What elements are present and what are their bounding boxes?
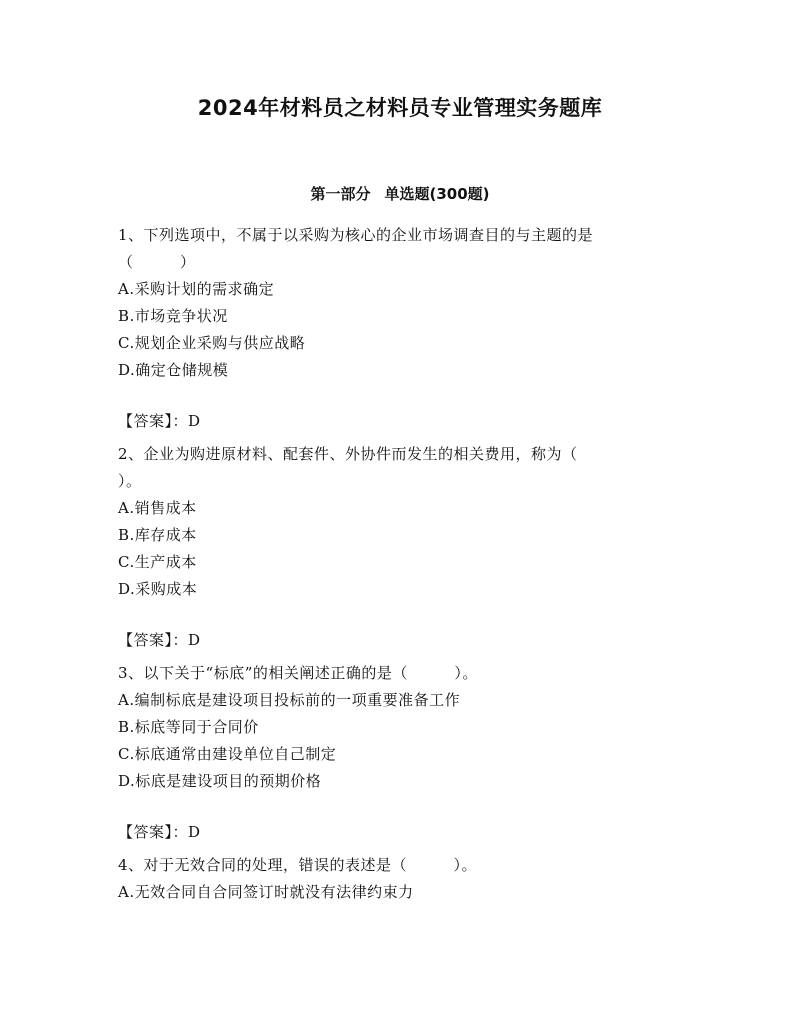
option-list bbox=[118, 276, 678, 384]
option-c: C.生产成本 bbox=[118, 553, 197, 571]
question-1 bbox=[118, 222, 678, 435]
question-stem-line: 2、企业为购进原材料、配套件、外协件而发生的相关费用，称为（ bbox=[118, 445, 578, 463]
document-title: 2024年材料员之材料员专业管理实务题库 bbox=[197, 96, 603, 120]
question-stem-line: 3、以下关于“标底”的相关阐述正确的是（ ）。 bbox=[118, 664, 478, 682]
option-c: C.标底通常由建设单位自己制定 bbox=[118, 745, 337, 763]
option-b: B.标底等同于合同价 bbox=[118, 718, 259, 736]
question-stem-line: （ ） bbox=[118, 253, 196, 271]
option-a: A.无效合同自合同签订时就没有法律约束力 bbox=[118, 883, 414, 901]
question-4 bbox=[118, 852, 678, 906]
question-stem bbox=[118, 852, 678, 879]
option-d: D.采购成本 bbox=[118, 580, 198, 598]
question-stem-line: 4、对于无效合同的处理，错误的表述是（ ）。 bbox=[118, 856, 478, 874]
option-c: C.规划企业采购与供应战略 bbox=[118, 334, 306, 352]
question-2 bbox=[118, 441, 678, 654]
answer-label: 【答案】：D bbox=[118, 412, 201, 430]
question-stem-line: 1、下列选项中，不属于以采购为核心的企业市场调查目的与主题的是 bbox=[118, 226, 594, 244]
option-b: B.市场竞争状况 bbox=[118, 307, 228, 325]
option-list bbox=[118, 687, 678, 795]
option-a: A.采购计划的需求确定 bbox=[118, 280, 275, 298]
option-d: D.确定仓储规模 bbox=[118, 361, 229, 379]
answer-label: 【答案】：D bbox=[118, 823, 201, 841]
question-stem bbox=[118, 441, 678, 495]
question-stem-line: ）。 bbox=[118, 472, 142, 490]
option-d: D.标底是建设项目的预期价格 bbox=[118, 772, 322, 790]
question-stem bbox=[118, 222, 678, 276]
answer-label: 【答案】：D bbox=[118, 631, 201, 649]
option-a: A.销售成本 bbox=[118, 499, 197, 517]
option-a: A.编制标底是建设项目投标前的一项重要准备工作 bbox=[118, 691, 461, 709]
question-stem bbox=[118, 660, 678, 687]
question-list bbox=[118, 222, 678, 906]
section-name-label: 单选题(300题) bbox=[384, 185, 490, 203]
option-b: B.库存成本 bbox=[118, 526, 197, 544]
section-heading bbox=[0, 183, 800, 204]
option-list bbox=[118, 879, 678, 906]
option-list bbox=[118, 495, 678, 603]
question-3 bbox=[118, 660, 678, 846]
section-part-label: 第一部分 bbox=[310, 185, 371, 203]
